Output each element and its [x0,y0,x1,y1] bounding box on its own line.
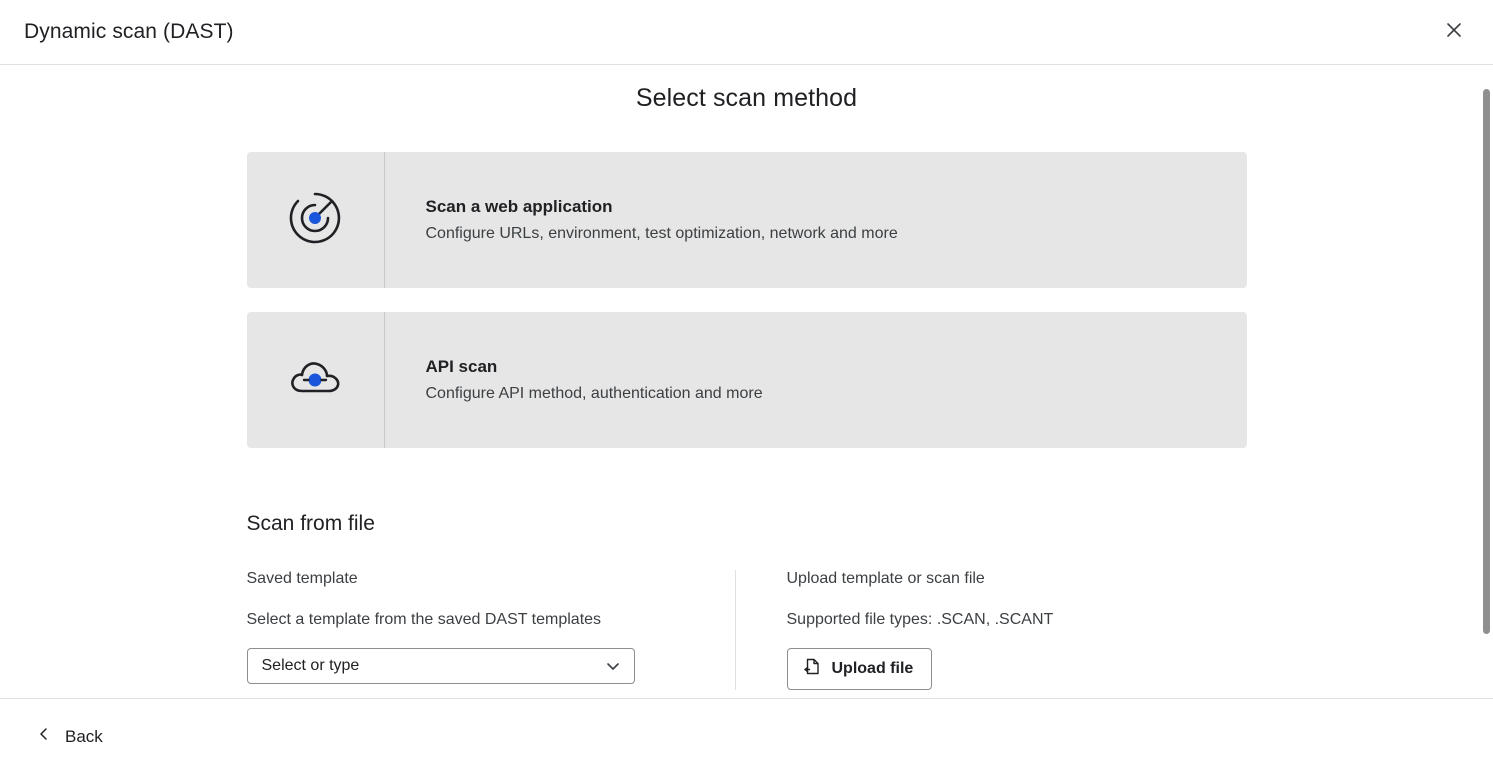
dialog-title: Dynamic scan (DAST) [24,20,234,43]
vertical-scrollbar[interactable] [1479,65,1493,698]
card-text-container [385,357,763,403]
saved-template-label: Saved template [246,570,358,587]
dialog-footer [0,698,1493,774]
chevron-down-icon [604,657,622,675]
close-icon [1444,20,1464,45]
scan-method-list [247,152,1247,448]
scan-method-card-api-scan[interactable] [247,312,1247,448]
template-select[interactable] [247,648,635,684]
page-title: Select scan method [635,84,858,112]
close-button[interactable] [1437,15,1471,49]
card-icon-container [247,152,385,288]
cloud-api-icon [284,347,346,414]
upload-label: Upload template or scan file [786,570,985,587]
chevron-left-icon [36,726,52,747]
card-subtitle: Configure URLs, environment, test optimization, network and more [425,225,898,242]
scan-method-card-web-application[interactable] [247,152,1247,288]
card-text-container [385,197,898,243]
saved-template-help: Select a template from the saved DAST templates [246,611,602,628]
upload-help: Supported file types: .SCAN, .SCANT [786,611,1054,628]
card-subtitle: Configure API method, authentication and more [425,385,763,402]
back-button[interactable] [32,720,113,753]
card-title: API scan [425,357,498,376]
scrollbar-thumb[interactable] [1483,89,1490,634]
saved-template-column [247,570,736,690]
card-title: Scan a web application [425,197,613,216]
section-title: Scan from file [246,512,375,535]
dialog-body [0,65,1493,698]
scroll-content [0,65,1493,698]
upload-file-button-label: Upload file [831,660,914,677]
card-icon-container [247,312,385,448]
radar-scan-icon [284,187,346,254]
dialog-titlebar [0,0,1493,65]
file-upload-icon [803,657,822,681]
upload-column [736,570,1054,690]
scan-from-file-section [247,512,1247,690]
template-select-value: Select or type [261,657,360,674]
scan-from-file-columns [247,570,1247,690]
back-button-label: Back [65,726,103,746]
upload-file-button[interactable] [787,648,933,690]
